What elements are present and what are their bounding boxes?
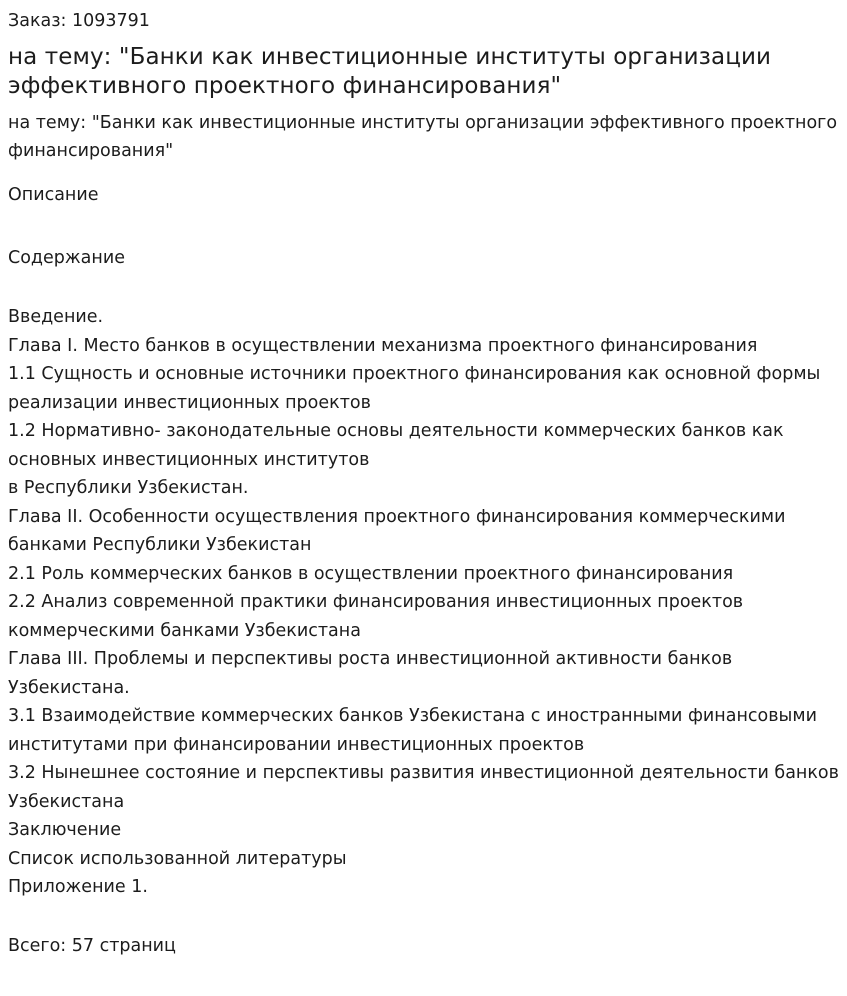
toc-item-chapter-1: Глава I. Место банков в осуществлении механизма проектного финансирования xyxy=(8,335,758,356)
toc-item-2-1: 2.1 Роль коммерческих банков в осуществлении проектного финансирования xyxy=(8,563,734,584)
toc-item-introduction: Введение. xyxy=(8,307,104,327)
toc-item-1-1: 1.1 Сущность и основные источники проектного финансирования как основной формы реализации инвестиционных проектов xyxy=(8,364,821,413)
page-subtitle: на тему: "Банки как инвестиционные институты организации эффективного проектного финансирования" xyxy=(8,113,838,161)
table-of-contents xyxy=(8,303,839,902)
toc-item-3-1: 3.1 Взаимодействие коммерческих банков Узбекистана с иностранными финансовыми институтами при финансировании инвестиционных проектов xyxy=(8,706,817,755)
toc-item-1-2: 1.2 Нормативно- законодательные основы деятельности коммерческих банков как основных инвестиционных институтов xyxy=(8,421,784,470)
toc-item-3-2: 3.2 Нынешнее состояние и перспективы развития инвестиционной деятельности банков Узбекистана xyxy=(8,763,839,812)
toc-item-chapter-2: Глава II. Особенности осуществления проектного финансирования коммерческими банками Республики Узбекистан xyxy=(8,506,786,555)
toc-item-references: Список использованной литературы xyxy=(8,848,347,869)
toc-item-2-2: 2.2 Анализ современной практики финансирования инвестиционных проектов коммерческими банками Узбекистана xyxy=(8,592,744,641)
page-title: на тему: "Банки как инвестиционные институты организации эффективного проектного финансирования" xyxy=(8,44,772,99)
toc-item-chapter-3: Глава III. Проблемы и перспективы роста инвестиционной активности банков Узбекистана. xyxy=(8,649,733,698)
toc-item-1-2-continued: в Республики Узбекистан. xyxy=(8,478,249,498)
page-count: Всего: 57 страниц xyxy=(8,935,176,956)
toc-item-conclusion: Заключение xyxy=(8,820,122,840)
toc-item-appendix: Приложение 1. xyxy=(8,877,148,897)
description-heading: Описание xyxy=(8,185,99,205)
contents-heading: Содержание xyxy=(8,248,125,268)
order-number: Заказ: 1093791 xyxy=(8,11,150,31)
